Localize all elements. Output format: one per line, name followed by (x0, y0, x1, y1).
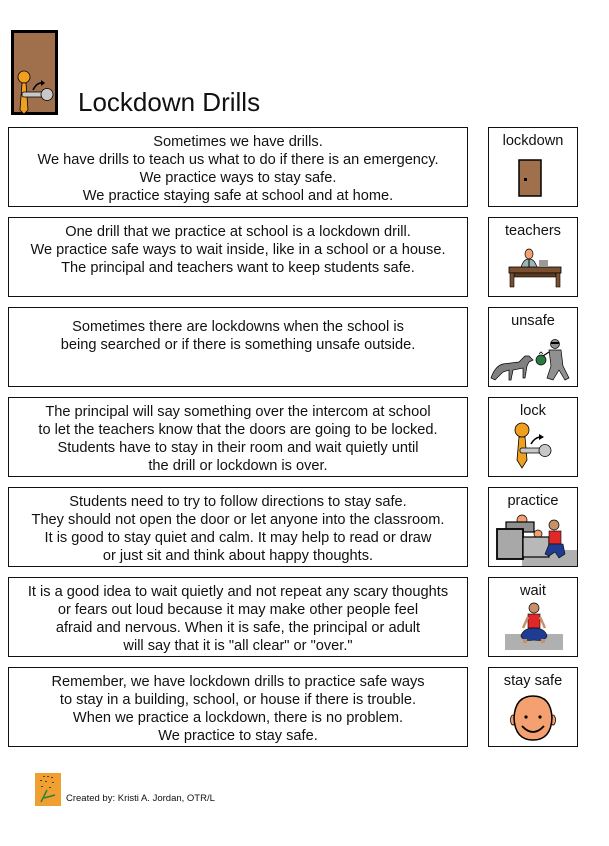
story-line: will say that it is "all clear" or "over." (123, 638, 353, 654)
story-text-box (8, 667, 468, 747)
story-line: to let the teachers know that the doors are going to be locked. (38, 422, 438, 438)
picture-card (488, 487, 578, 567)
picture-card (488, 667, 578, 747)
story-line: or fears out loud because it may make other people feel (57, 602, 419, 618)
picture-label: practice (507, 493, 559, 509)
story-line: The principal will say something over the intercom at school (45, 404, 431, 420)
picture-label: stay safe (503, 673, 563, 689)
picture-card (488, 577, 578, 657)
story-line: We have drills to teach us what to do if there is an emergency. (37, 152, 439, 168)
story-line: The principal and teachers want to keep students safe. (61, 260, 415, 276)
story-row (8, 577, 608, 657)
story-text-box (8, 127, 468, 207)
story-row (8, 217, 608, 297)
smiling-face-icon (489, 690, 577, 746)
story-line: Students have to stay in their room and wait quietly until (57, 440, 419, 456)
page-title: Lockdown Drills (78, 87, 261, 117)
wolf-and-robber-icon (489, 330, 577, 386)
story-text-box (8, 487, 468, 567)
picture-label: unsafe (511, 313, 555, 329)
child-sitting-icon (489, 600, 577, 656)
story-row (8, 487, 608, 567)
story-line: They should not open the door or let anyone into the classroom. (31, 512, 445, 528)
door-icon (489, 150, 577, 206)
picture-label: lockdown (502, 133, 564, 149)
story-text-box (8, 217, 468, 297)
picture-card (488, 217, 578, 297)
story-line: Sometimes there are lockdowns when the school is (72, 319, 404, 335)
picture-card (488, 397, 578, 477)
story-row (8, 667, 608, 747)
story-line: Students need to try to follow directions to stay safe. (69, 494, 407, 510)
story-row (8, 307, 608, 387)
creator-logo-icon (35, 773, 61, 806)
story-line: It is good to stay quiet and calm. It may help to read or draw (44, 530, 432, 546)
story-text-box (8, 307, 468, 387)
story-line: to stay in a building, school, or house if there is trouble. (59, 692, 417, 708)
story-line: Sometimes we have drills. (153, 134, 323, 150)
students-hiding-icon (489, 510, 577, 566)
story-line: Remember, we have lockdown drills to practice safe ways (51, 674, 425, 690)
picture-label: lock (520, 403, 546, 419)
door-lock-key-icon (11, 30, 58, 115)
picture-card (488, 127, 578, 207)
picture-card (488, 307, 578, 387)
story-row (8, 127, 608, 207)
story-line: One drill that we practice at school is a lockdown drill. (65, 224, 411, 240)
teacher-at-desk-icon (489, 240, 577, 296)
story-line: or just sit and think about happy thoughts. (102, 548, 374, 564)
story-line: We practice ways to stay safe. (139, 170, 337, 186)
creator-credit: Created by: Kristi A. Jordan, OTR/L (66, 793, 215, 804)
story-line: When we practice a lockdown, there is no problem. (72, 710, 404, 726)
picture-label: teachers (505, 223, 561, 239)
story-row (8, 397, 608, 477)
story-line: We practice staying safe at school and at home. (82, 188, 394, 204)
picture-label: wait (520, 583, 546, 599)
story-line: It is a good idea to wait quietly and not repeat any scary thoughts (27, 584, 449, 600)
lock-key-icon (489, 420, 577, 476)
story-text-box (8, 577, 468, 657)
story-line: being searched or if there is something unsafe outside. (60, 337, 416, 353)
story-line: We practice safe ways to wait inside, like in a school or a house. (30, 242, 446, 258)
story-line: We practice to stay safe. (158, 728, 318, 744)
story-line: afraid and nervous. When it is safe, the principal or adult (55, 620, 421, 636)
story-line: the drill or lockdown is over. (148, 458, 328, 474)
story-text-box (8, 397, 468, 477)
